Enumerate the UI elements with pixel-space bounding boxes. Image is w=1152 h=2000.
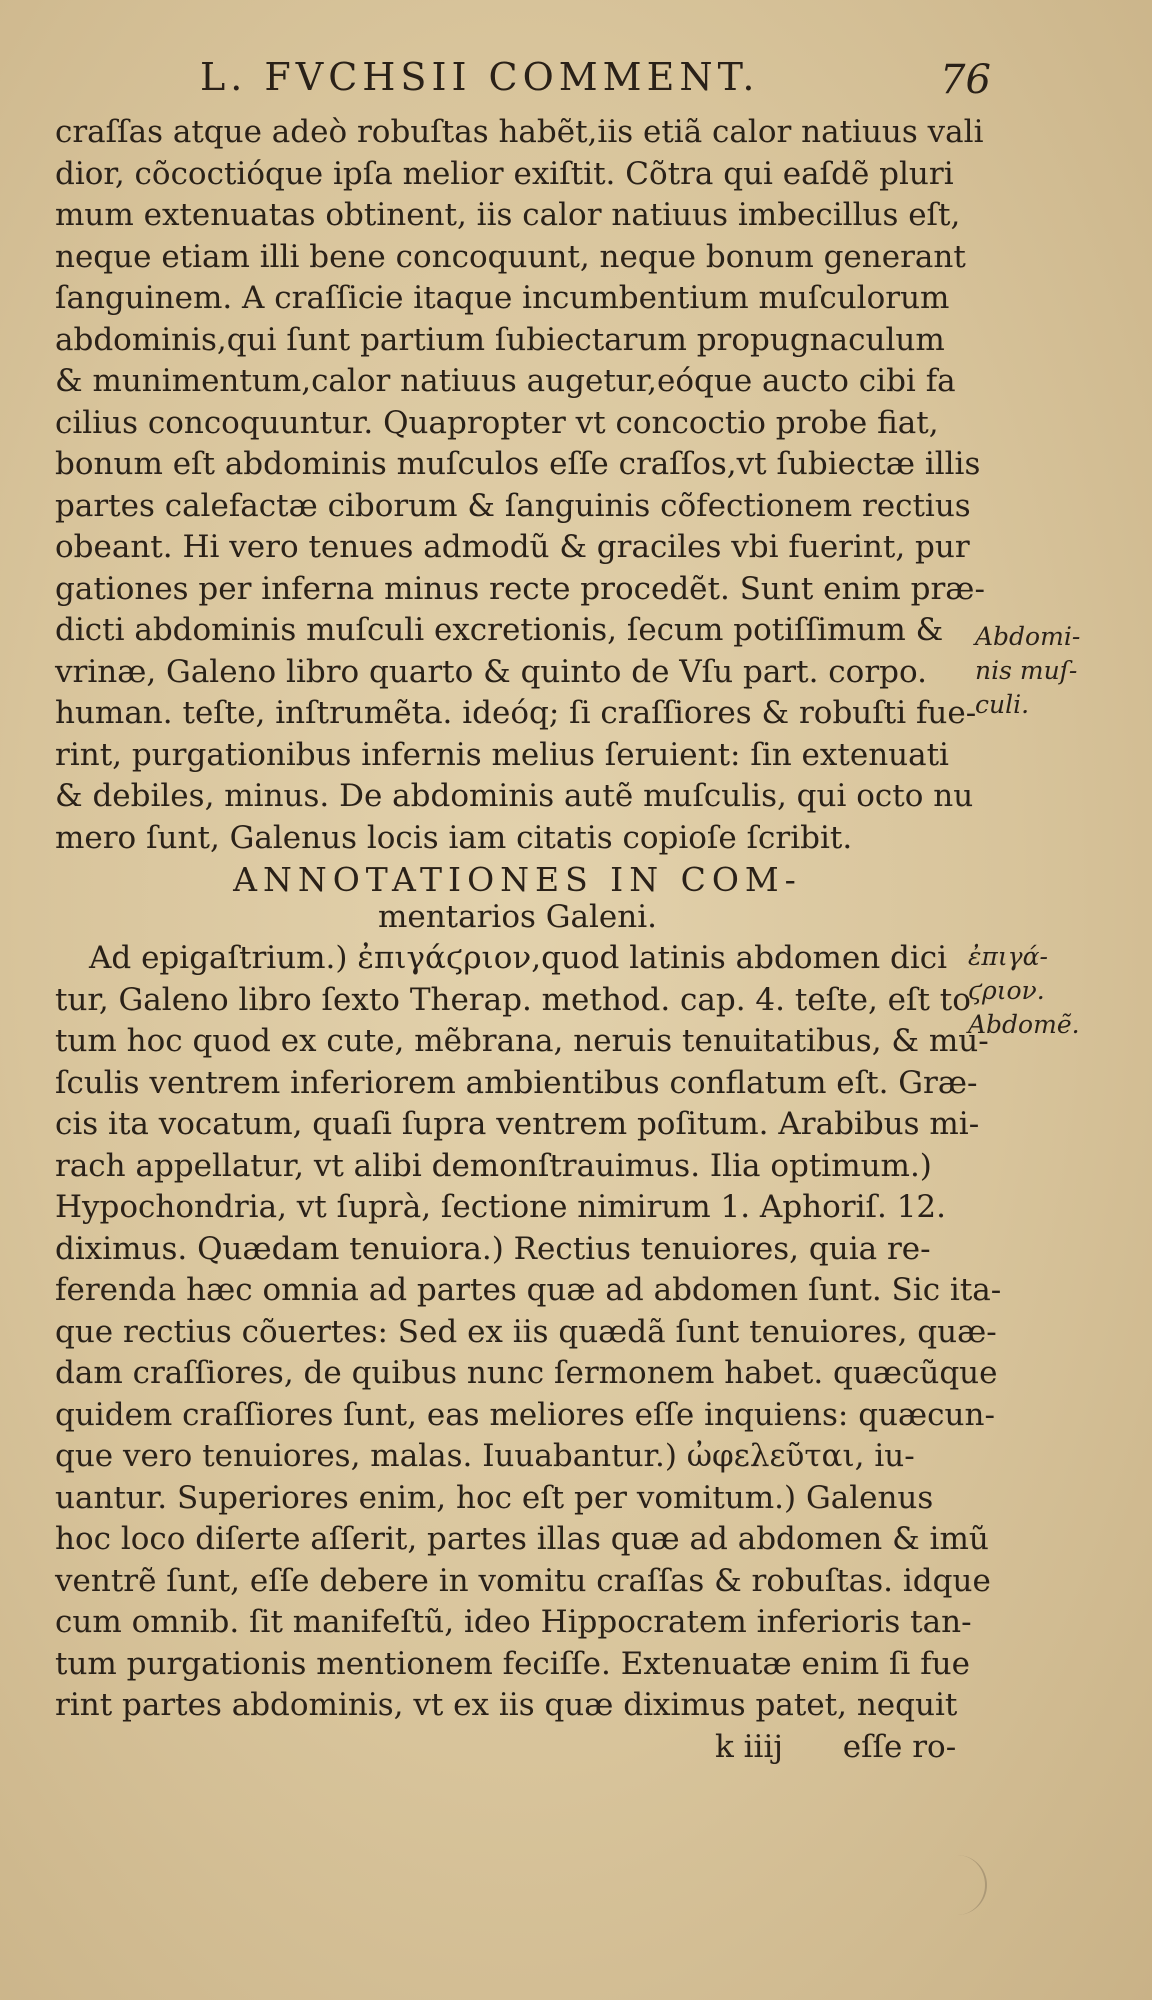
text-line: bonum eſt abdominis muſculos eſſe craſſos,vt ſubiectæ illis xyxy=(55,446,981,482)
text-line: human. teſte, inſtrumẽta. ideóq; ſi craſſiores & robuſti fue- xyxy=(55,695,977,731)
text-line: rint, purgationibus infernis melius ſeruient: ſin extenuati xyxy=(55,736,949,773)
margin-note-line: nis muſ- xyxy=(975,656,1078,685)
text-line: uantur. Superiores enim, hoc eſt per vomitum.) Galenus xyxy=(55,1479,934,1516)
text-line: Ad epigaſtrium.) ἐπιγάϛριον,quod latinis abdomen dici xyxy=(89,940,948,976)
text-line: cilius concoquuntur. Quapropter vt concoctio probe fiat, xyxy=(55,404,939,441)
text-line: hoc loco diſerte aſſerit, partes illas quæ ad abdomen & imũ xyxy=(55,1521,989,1557)
page-header xyxy=(0,55,1152,115)
text-line: mero ſunt, Galenus locis iam citatis copioſe ſcribit. xyxy=(55,819,853,856)
text-line: dior, cõcoctióque ipſa melior exiſtit. Cõtra qui eaſdẽ pluri xyxy=(55,155,954,192)
text-line: mum extenuatas obtinent, iis calor natiuus imbecillus eſt, xyxy=(55,197,961,233)
main-text-block xyxy=(55,112,1002,1768)
text-line: abdominis,qui ſunt partium ſubiectarum propugnaculum xyxy=(55,321,945,358)
margin-note-epigastrion xyxy=(968,940,1080,1042)
text-line: ferenda hæc omnia ad partes quæ ad abdomen ſunt. Sic ita- xyxy=(55,1272,1002,1308)
text-line: ſanguinem. A craſſicie itaque incumbentium muſculorum xyxy=(55,280,950,316)
text-line: quidem craſſiores ſunt, eas meliores eſſe inquiens: quæcun- xyxy=(55,1396,995,1433)
margin-note-line: ϛριον. xyxy=(968,976,1045,1005)
text-line: & munimentum,calor natiuus augetur,eóque aucto cibi fa xyxy=(55,363,956,399)
margin-note-abdominis xyxy=(975,620,1080,722)
text-line: partes calefactæ ciborum & ſanguinis cõfectionem rectius xyxy=(55,487,971,524)
text-line: neque etiam illi bene concoquunt, neque bonum generant xyxy=(55,238,966,275)
margin-note-line: Abdomẽ. xyxy=(968,1010,1080,1039)
text-line: tur, Galeno libro ſexto Therap. method. cap. 4. teſte, eſt to xyxy=(55,981,971,1018)
section-subheading: mentarios Galeni. xyxy=(377,898,658,935)
text-line: cis ita vocatum, quaſi ſupra ventrem poſitum. Arabibus mi- xyxy=(55,1106,980,1142)
text-line: que vero tenuiores, malas. Iuuabantur.) ὠφελεῦται, iu- xyxy=(55,1438,915,1474)
text-line: craſſas atque adeò robuſtas habẽt,iis etiã calor natiuus vali xyxy=(55,114,984,150)
text-line: & debiles, minus. De abdominis autẽ muſculis, qui octo nu xyxy=(55,778,974,814)
text-line: gationes per inferna minus recte procedẽt. Sunt enim præ- xyxy=(55,570,985,607)
margin-note-line: ἐπιγά- xyxy=(968,942,1048,971)
margin-note-line: culi. xyxy=(975,690,1030,719)
text-line: cum omnib. ſit manifeſtũ, ideo Hippocratem inferioris tan- xyxy=(55,1604,972,1640)
text-line: tum purgationis mentionem feciſſe. Extenuatæ enim ſi fue xyxy=(55,1645,970,1682)
text-line: rint partes abdominis, vt ex iis quæ diximus patet, nequit xyxy=(55,1687,958,1723)
text-line: dicti abdominis muſculi excretionis, ſecum potiſſimum & xyxy=(55,612,944,648)
text-line: que rectius cõuertes: Sed ex iis quædã ſunt tenuiores, quæ- xyxy=(55,1313,997,1350)
text-line: ſculis ventrem inferiorem ambientibus conflatum eſt. Græ- xyxy=(55,1064,978,1101)
pencil-bracket-mark xyxy=(955,1855,987,1915)
text-line: dam craſſiores, de quibus nunc ſermonem habet. quæcũque xyxy=(55,1355,998,1391)
text-line: Hypochondria, vt ſuprà, ſectione nimirum 1. Aphoriſ. 12. xyxy=(55,1189,947,1225)
signature-catchword-line xyxy=(55,1727,980,1769)
folio-number: 76 xyxy=(940,57,991,103)
text-line: ventrẽ ſunt, eſſe debere in vomitu craſſas & robuſtas. idque xyxy=(55,1562,991,1599)
running-title: L. FVCHSII COMMENT. xyxy=(200,55,760,99)
text-line: diximus. Quædam tenuiora.) Rectius tenuiores, quia re- xyxy=(55,1230,931,1267)
margin-note-line: Abdomi- xyxy=(975,622,1081,651)
signature-mark: k iiij xyxy=(715,1728,783,1765)
text-line: vrinæ, Galeno libro quarto & quinto de Vſu part. corpo. xyxy=(55,653,927,690)
catchword: eſſe ro- xyxy=(842,1728,957,1765)
text-line: rach appellatur, vt alibi demonſtrauimus. Ilia optimum.) xyxy=(55,1147,932,1184)
text-line: obeant. Hi vero tenues admodũ & graciles vbi fuerint, pur xyxy=(55,529,970,565)
section-heading: ANNOTATIONES IN COM- xyxy=(233,860,802,899)
text-line: tum hoc quod ex cute, mẽbrana, neruis tenuitatibus, & mu- xyxy=(55,1023,989,1059)
